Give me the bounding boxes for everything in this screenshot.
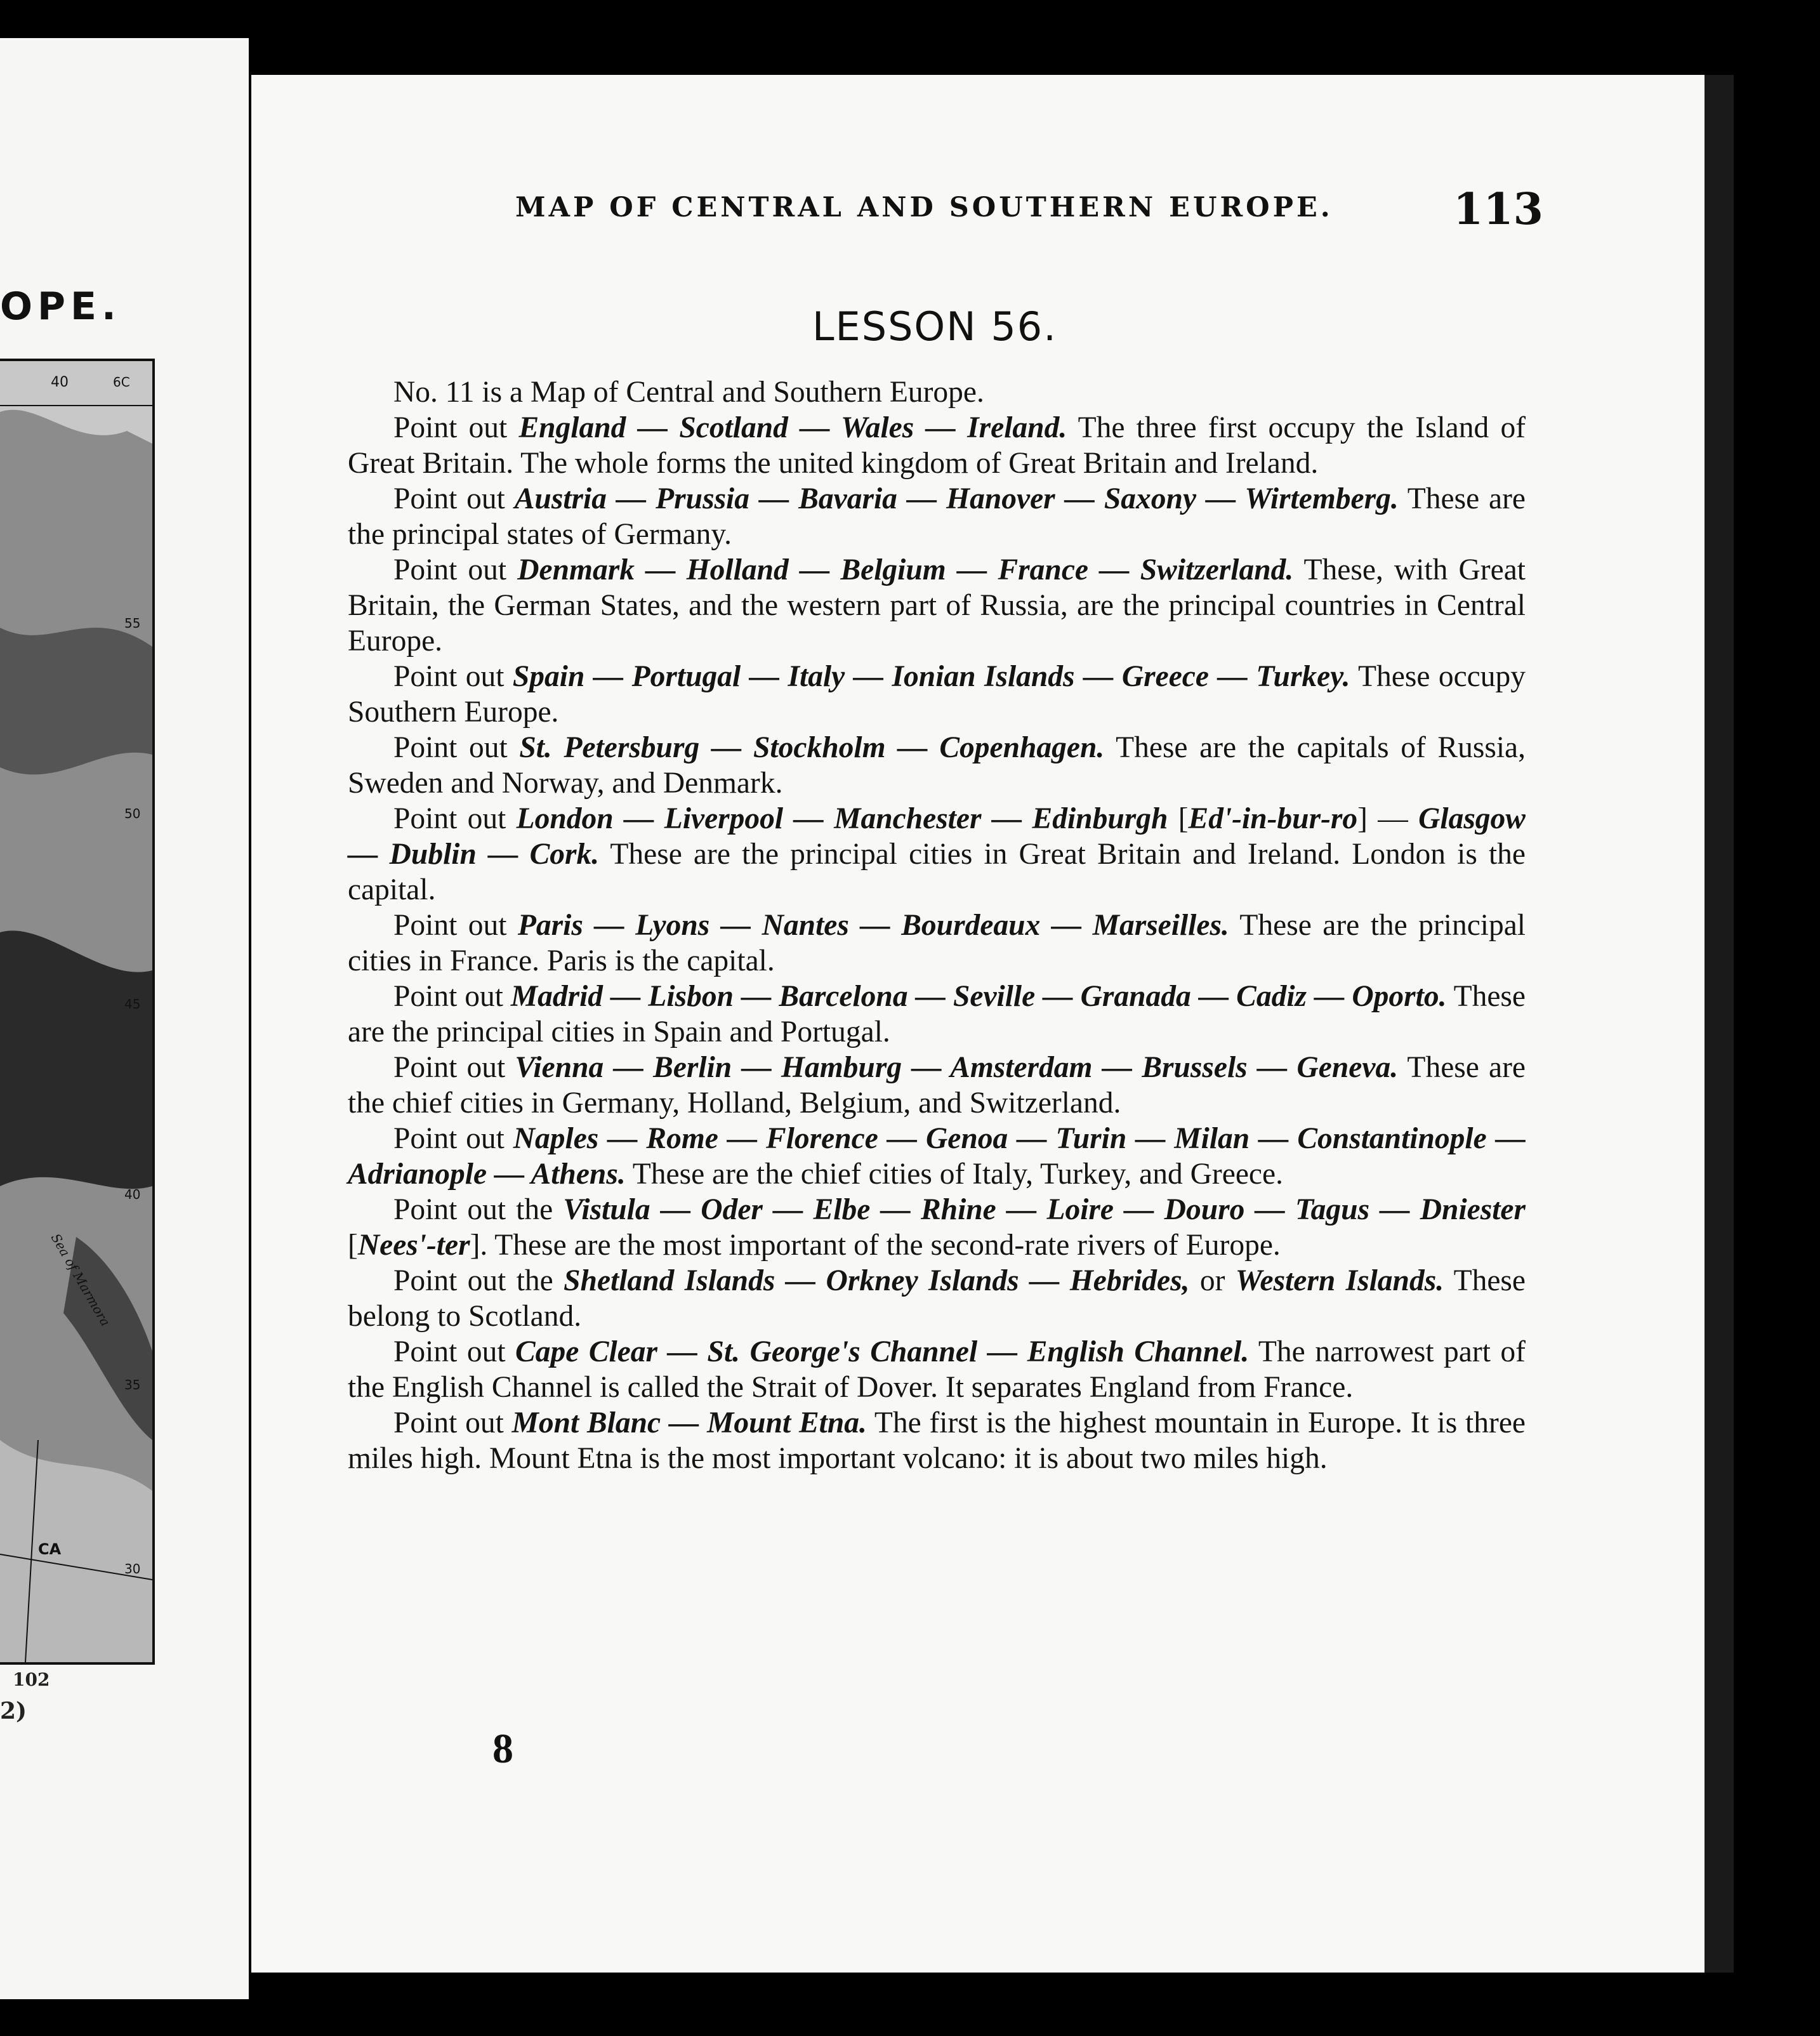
place-name-text: Nees'-ter xyxy=(357,1229,470,1262)
lesson-paragraph xyxy=(348,1192,1526,1263)
lesson-paragraph xyxy=(348,801,1526,908)
place-name-text: Spain — Portugal — Italy — Ionian Islands — Greece — Turkey. xyxy=(512,660,1350,693)
paragraph-text: These are the principal cities in Great Britain and Ireland. London is the capital. xyxy=(348,838,1526,906)
place-name-text: Naples — Rome — Florence — Genoa — Turin — Milan — Constantinople — Adrianople — Athens. xyxy=(348,1122,1526,1191)
left-page-fragment xyxy=(0,38,249,1999)
place-name-text: Glasgow — Dublin — Cork. xyxy=(348,802,1526,871)
map-bottom-degree: 102 xyxy=(13,1669,50,1690)
place-name-text: England — Scotland — Wales — Ireland. xyxy=(518,411,1067,444)
place-name-text: Mont Blanc — Mount Etna. xyxy=(511,1406,867,1439)
paragraph-text: ] — xyxy=(1357,802,1419,835)
map-latitude-55: 55 xyxy=(124,616,141,631)
paragraph-text: These are the principal states of Germany. xyxy=(348,482,1526,551)
paragraph-text: No. 11 is a Map of Central and Southern Europe. xyxy=(393,376,984,409)
lesson-paragraph xyxy=(348,1121,1526,1192)
lesson-paragraph xyxy=(348,1334,1526,1405)
paragraph-text: Point out xyxy=(393,660,513,693)
map-latitude-35: 35 xyxy=(124,1377,141,1392)
place-name-text: Paris — Lyons — Nantes — Bourdeaux — Marseilles. xyxy=(517,909,1229,942)
place-name-text: Western Islands. xyxy=(1235,1264,1444,1297)
left-page-heading: OPE. xyxy=(0,284,121,329)
map-latitude-50: 50 xyxy=(124,806,141,821)
lesson-body xyxy=(348,374,1526,1476)
paragraph-text: These, with Great Britain, the German States, and the western part of Russia, are the principal countries in Central Europe. xyxy=(348,553,1526,658)
paragraph-text: These are the chief cities of Italy, Turkey, and Greece. xyxy=(625,1158,1283,1191)
map-latitude-45: 45 xyxy=(124,996,141,1012)
paragraph-text: Point out the xyxy=(393,1193,564,1226)
map-sea-label: Sea of Marmora xyxy=(48,1231,114,1329)
paragraph-text: The narrowest part of the English Channel is called the Strait of Dover. It separates England from France. xyxy=(348,1335,1526,1404)
left-page-bottom-label: 2) xyxy=(0,1698,27,1724)
lesson-paragraph xyxy=(348,908,1526,979)
map-latitude-30: 30 xyxy=(124,1561,141,1577)
paragraph-text: Point out xyxy=(393,1406,512,1439)
place-name-text: Austria — Prussia — Bavaria — Hanover — Saxony — Wirtemberg. xyxy=(514,482,1399,515)
place-name-text: Denmark — Holland — Belgium — France — Switzerland. xyxy=(517,553,1294,586)
paragraph-text: These are the capitals of Russia, Sweden and Norway, and Denmark. xyxy=(348,731,1526,800)
printer-signature-mark: 8 xyxy=(492,1726,513,1772)
place-name-text: Madrid — Lisbon — Barcelona — Seville — Granada — Cadiz — Oporto. xyxy=(510,980,1447,1013)
map-of-europe-fragment xyxy=(0,359,155,1665)
lesson-paragraph xyxy=(348,730,1526,801)
place-name-text: Vistula — Oder — Elbe — Rhine — Loire — Douro — Tagus — Dniester xyxy=(563,1193,1526,1226)
paragraph-text: These are the principal cities in France. Paris is the capital. xyxy=(348,909,1526,977)
lesson-paragraph xyxy=(348,1050,1526,1121)
lesson-paragraph xyxy=(348,374,1526,410)
paragraph-text: Point out xyxy=(393,731,520,764)
map-region-label: CA xyxy=(38,1540,62,1558)
running-head: MAP OF CENTRAL AND SOUTHERN EUROPE. xyxy=(515,192,1333,223)
lesson-paragraph xyxy=(348,1405,1526,1476)
paragraph-text: Point out the xyxy=(393,1264,564,1297)
map-degree-top: 40 xyxy=(51,374,69,390)
lesson-paragraph xyxy=(348,659,1526,730)
paragraph-text: Point out xyxy=(393,553,518,586)
paragraph-text: Point out xyxy=(393,482,515,515)
paragraph-text: Point out xyxy=(393,411,519,444)
paragraph-text: Point out xyxy=(393,909,518,942)
paragraph-text: These are the principal cities in Spain and Portugal. xyxy=(348,980,1526,1048)
paragraph-text: [ xyxy=(1168,802,1189,835)
paragraph-text: Point out xyxy=(393,802,517,835)
place-name-text: London — Liverpool — Manchester — Edinburgh xyxy=(516,802,1168,835)
paragraph-text: or xyxy=(1189,1264,1236,1297)
map-degree-top-2: 6C xyxy=(113,374,130,390)
paragraph-text: [ xyxy=(348,1229,358,1262)
place-name-text: Vienna — Berlin — Hamburg — Amsterdam — Brussels — Geneva. xyxy=(515,1051,1399,1084)
place-name-text: Cape Clear — St. George's Channel — English Channel. xyxy=(515,1335,1250,1368)
place-name-text: Ed'-in-bur-ro xyxy=(1188,802,1358,835)
paragraph-text: Point out xyxy=(393,1335,516,1368)
lesson-paragraph xyxy=(348,979,1526,1050)
paragraph-text: Point out xyxy=(393,1051,515,1084)
map-illustration xyxy=(0,361,152,1662)
paragraph-text: These belong to Scotland. xyxy=(348,1264,1526,1333)
paragraph-text: The three first occupy the Island of Great Britain. The whole forms the united kingdom of Great Britain and Ireland. xyxy=(348,411,1526,480)
lesson-title: LESSON 56. xyxy=(812,303,1057,350)
place-name-text: St. Petersburg — Stockholm — Copenhagen. xyxy=(519,731,1105,764)
paragraph-text: These are the chief cities in Germany, Holland, Belgium, and Switzerland. xyxy=(348,1051,1526,1120)
lesson-paragraph xyxy=(348,481,1526,552)
place-name-text: Shetland Islands — Orkney Islands — Hebrides, xyxy=(564,1264,1190,1297)
lesson-paragraph xyxy=(348,1263,1526,1334)
page-number: 113 xyxy=(1453,184,1543,235)
paragraph-text: ]. These are the most important of the second-rate rivers of Europe. xyxy=(470,1229,1281,1262)
lesson-paragraph xyxy=(348,552,1526,659)
map-latitude-40: 40 xyxy=(124,1187,141,1202)
paragraph-text: These occupy Southern Europe. xyxy=(348,660,1526,729)
paragraph-text: The first is the highest mountain in Europe. It is three miles high. Mount Etna is the most important volcano: it is about two miles high. xyxy=(348,1406,1526,1475)
paragraph-text: Point out xyxy=(393,980,511,1013)
page-edge-shadow xyxy=(1705,75,1734,1973)
paragraph-text: Point out xyxy=(393,1122,513,1155)
lesson-paragraph xyxy=(348,410,1526,481)
